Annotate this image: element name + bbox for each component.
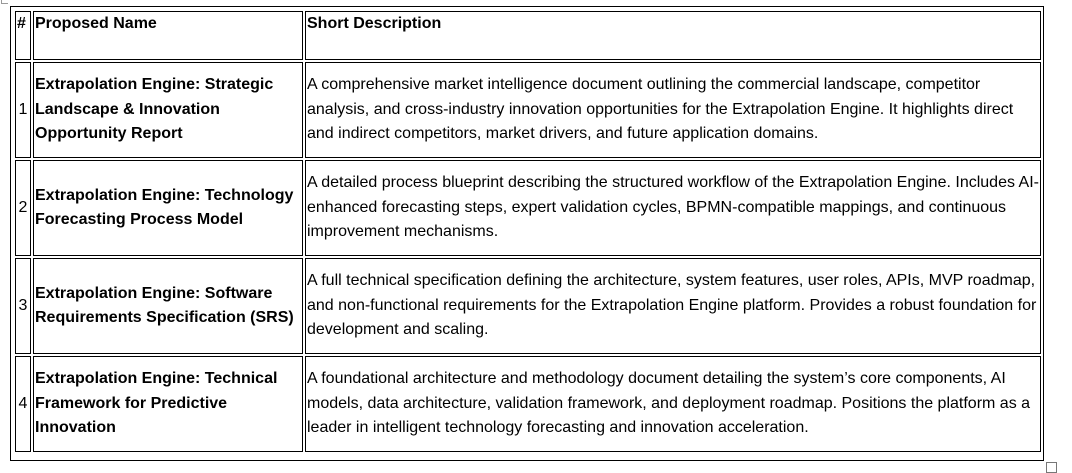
row-number[interactable]: 4 [15,356,31,452]
row-proposed-name[interactable]: Extrapolation Engine: Software Requirements Specification (SRS) [33,258,303,354]
page-corner-marker [1,0,8,4]
table-row [15,258,1041,354]
row-proposed-name[interactable]: Extrapolation Engine: Technical Framework for Predictive Innovation [33,356,303,452]
table-header-row [15,11,1041,60]
row-proposed-name[interactable]: Extrapolation Engine: Technology Forecasting Process Model [33,160,303,256]
row-number[interactable]: 3 [15,258,31,354]
row-short-description[interactable]: A detailed process blueprint describing the structured workflow of the Extrapolation Engine. Includes AI-enhanced forecasting steps, expert validation cycles, BPMN-compatible mappings, and continuous improvement mechanisms. [305,160,1041,256]
row-number[interactable]: 2 [15,160,31,256]
header-proposed-name[interactable]: Proposed Name [33,11,303,60]
row-short-description[interactable]: A foundational architecture and methodology document detailing the system’s core components, AI models, data architecture, validation framework, and deployment roadmap. Positions the platform as a leader in intelligent technology forecasting and innovation acceleration. [305,356,1041,452]
table-row [15,356,1041,452]
document-table-frame [10,6,1044,461]
row-short-description[interactable]: A comprehensive market intelligence document outlining the commercial landscape, competitor analysis, and cross-industry innovation opportunities for the Extrapolation Engine. It highlights direct and indirect competitors, market drivers, and future application domains. [305,62,1041,158]
row-proposed-name[interactable]: Extrapolation Engine: Strategic Landscape & Innovation Opportunity Report [33,62,303,158]
proposed-names-table [13,9,1043,454]
row-number[interactable]: 1 [15,62,31,158]
table-resize-handle[interactable] [1046,462,1057,473]
row-short-description[interactable]: A full technical specification defining the architecture, system features, user roles, APIs, MVP roadmap, and non-functional requirements for the Extrapolation Engine platform. Provides a robust foundation for development and scaling. [305,258,1041,354]
table-row [15,160,1041,256]
header-short-description[interactable]: Short Description [305,11,1041,60]
header-number[interactable]: # [15,11,31,60]
table-row [15,62,1041,158]
